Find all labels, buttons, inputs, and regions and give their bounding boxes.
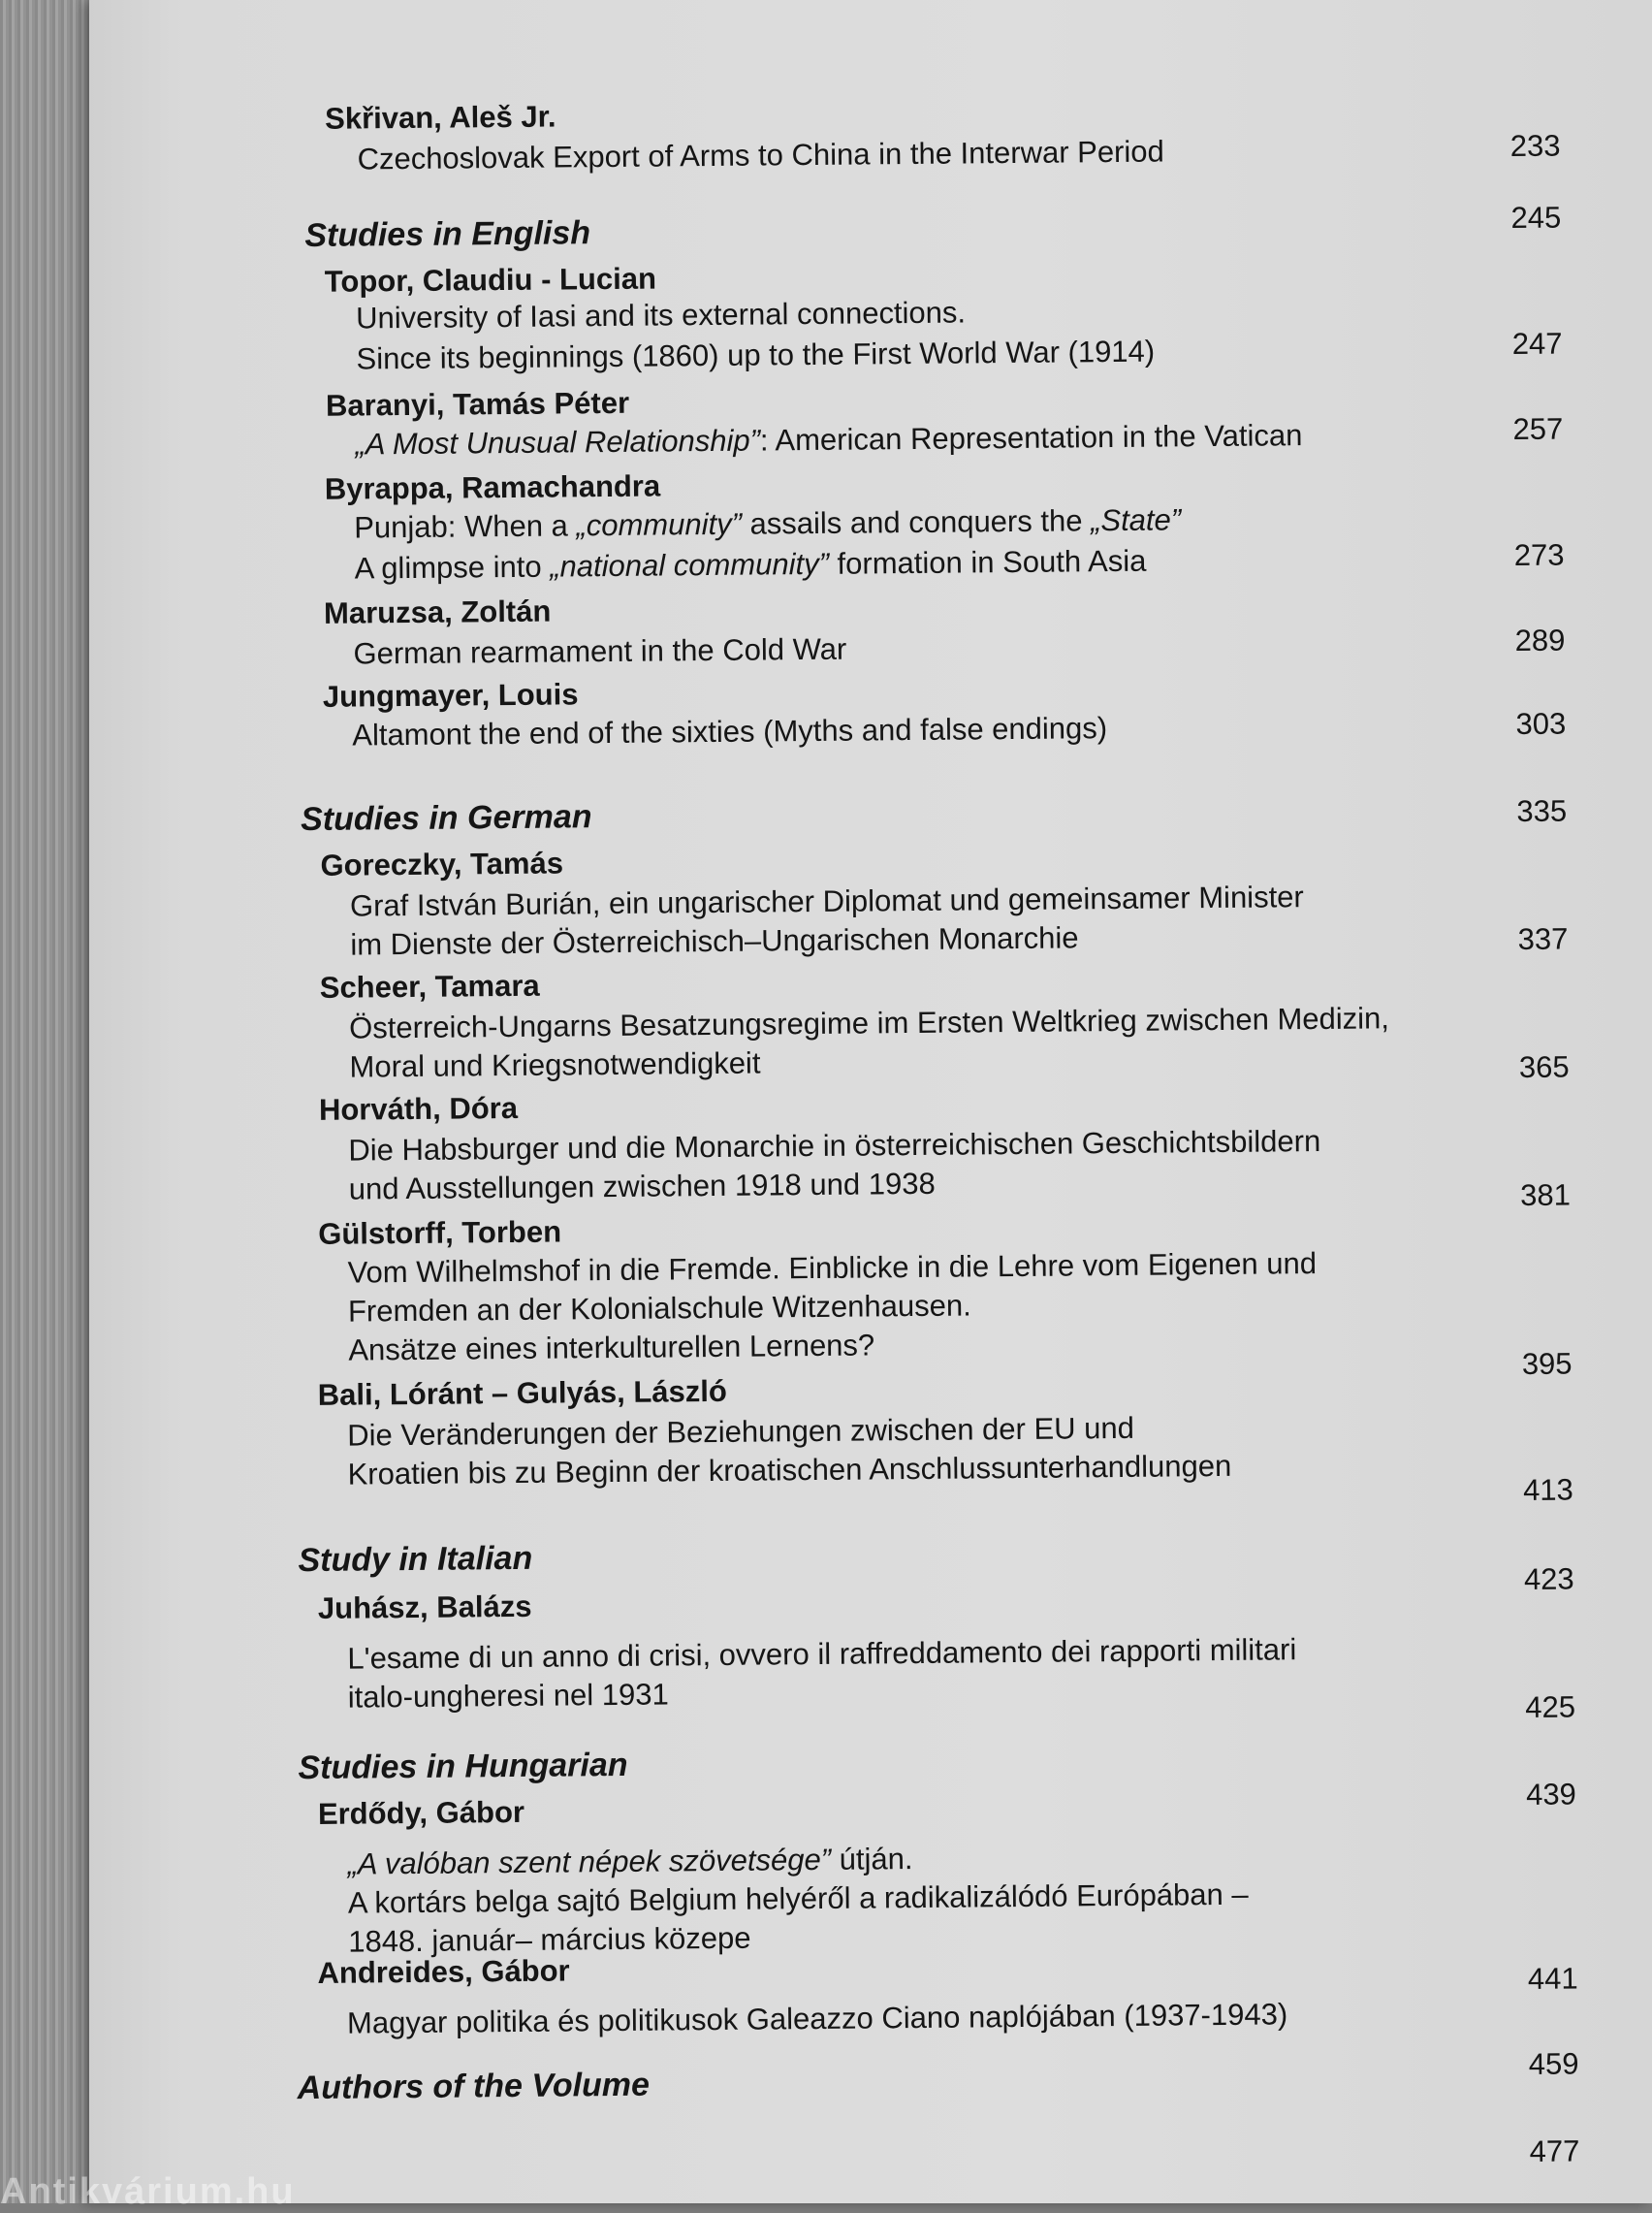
toc-page-number: 423 — [1523, 1561, 1574, 1596]
toc-page-number: 233 — [1509, 128, 1561, 164]
toc-author: Maruzsa, Zoltán — [323, 593, 552, 630]
section-heading: Studies in Hungarian — [298, 1746, 628, 1787]
section-heading: Studies in English — [304, 214, 591, 254]
toc-page-number: 337 — [1517, 921, 1569, 957]
toc-author: Goreczky, Tamás — [320, 846, 564, 882]
toc-author: Gülstorff, Torben — [318, 1214, 562, 1251]
toc-title: Czechoslovak Export of Arms to China in the Interwar Period — [357, 134, 1164, 176]
toc-page-number: 289 — [1514, 623, 1566, 658]
toc-title-italic: „A valóban szent népek szövetsége” — [347, 1842, 832, 1881]
toc-title: Die Veränderungen der Beziehungen zwischen der EU und — [347, 1410, 1135, 1453]
toc-title-italic: „community” — [576, 506, 743, 543]
toc-title: und Ausstellungen zwischen 1918 und 1938 — [348, 1166, 936, 1206]
toc-author: Byrappa, Ramachandra — [324, 468, 661, 506]
toc-page-number: 273 — [1513, 537, 1565, 573]
toc-author: Scheer, Tamara — [319, 968, 540, 1005]
watermark-text: Antikvárium.hu — [0, 2171, 296, 2212]
toc-page-number: 439 — [1525, 1777, 1577, 1812]
toc-title: A kortárs belga sajtó Belgium helyéről a radikalizálódó Európában – — [347, 1876, 1249, 1920]
toc-author: Juhász, Balázs — [317, 1588, 532, 1625]
toc-title — [347, 1842, 912, 1882]
toc-page-number: 335 — [1516, 793, 1568, 829]
toc-page-number: 477 — [1529, 2133, 1580, 2168]
toc-page-number: 247 — [1511, 326, 1563, 362]
toc-title: italo-ungheresi nel 1931 — [347, 1677, 669, 1715]
toc-author: Horváth, Dóra — [318, 1090, 519, 1127]
toc-title-pre: Punjab: When a — [354, 508, 577, 545]
toc-author: Andreides, Gábor — [317, 1953, 570, 1990]
toc-title: im Dienste der Österreichisch–Ungarischen Monarchie — [350, 920, 1079, 962]
toc-title — [354, 544, 1146, 587]
toc-title-italic: „A Most Unusual Relationship” — [355, 423, 761, 462]
section-heading: Authors of the Volume — [297, 2066, 651, 2107]
toc-title-pre: A glimpse into — [354, 549, 551, 586]
toc-title: Graf István Burián, ein ungarischer Diplomat und gemeinsamer Minister — [349, 880, 1304, 923]
toc-title: Ansätze eines interkulturellen Lernens? — [348, 1328, 875, 1367]
toc-author: Topor, Claudiu - Lucian — [324, 261, 657, 299]
toc-title: Die Habsburger und die Monarchie in österreichischen Geschichtsbildern — [348, 1123, 1321, 1168]
toc-page-number: 413 — [1522, 1472, 1573, 1507]
toc-title-italic: „national community” — [550, 546, 830, 584]
toc-title-rest: : American Representation in the Vatican — [759, 418, 1303, 458]
toc-title: Fremden an der Kolonialschule Witzenhausen. — [347, 1288, 971, 1329]
toc-title — [355, 418, 1302, 462]
toc-author: Jungmayer, Louis — [322, 677, 579, 714]
toc-title: Magyar politika és politikusok Galeazzo Ciano naplójában (1937-1943) — [346, 1997, 1288, 2040]
toc-page-number: 303 — [1515, 706, 1567, 742]
toc-author: Erdődy, Gábor — [317, 1794, 525, 1831]
toc-title: L'esame di un anno di crisi, ovvero il raffreddamento dei rapporti militari — [347, 1632, 1297, 1676]
toc-page-number: 381 — [1520, 1177, 1572, 1213]
toc-page-number: 441 — [1527, 1961, 1578, 1996]
section-heading: Studies in German — [300, 798, 592, 839]
toc-author: Baranyi, Tamás Péter — [325, 385, 630, 423]
toc-title: Kroatien bis zu Beginn der kroatischen Anschlussunterhandlungen — [347, 1448, 1232, 1491]
toc-title-mid: formation in South Asia — [828, 543, 1147, 581]
toc-title-italic: „State” — [1090, 502, 1182, 538]
toc-title: Altamont the end of the sixties (Myths and false endings) — [352, 711, 1108, 753]
toc-page-number: 425 — [1525, 1689, 1576, 1724]
toc-title: German rearmament in the Cold War — [353, 631, 847, 671]
toc-title: Since its beginnings (1860) up to the First World War (1914) — [356, 334, 1156, 376]
toc-page-number: 395 — [1521, 1346, 1573, 1381]
toc-title: University of Iasi and its external connections. — [355, 295, 967, 336]
toc-author: Skřivan, Aleš Jr. — [325, 99, 556, 136]
toc-author: Bali, Lóránt – Gulyás, László — [317, 1373, 728, 1412]
toc-title: Vom Wilhelmshof in die Fremde. Einblicke in die Lehre vom Eigenen und — [347, 1246, 1318, 1290]
toc-title: Österreich-Ungarns Besatzungsregime im Ersten Weltkrieg zwischen Medizin, — [349, 1001, 1390, 1045]
toc-page-number: 245 — [1510, 200, 1562, 236]
toc-title: Moral und Kriegsnotwendigkeit — [349, 1045, 761, 1084]
toc-page-number: 257 — [1512, 411, 1564, 447]
toc-title: 1848. január– március közepe — [348, 1920, 751, 1959]
section-heading: Study in Italian — [298, 1539, 533, 1580]
toc-page-number: 459 — [1528, 2046, 1579, 2081]
toc-title — [354, 502, 1181, 545]
toc-page-number: 365 — [1518, 1049, 1570, 1085]
toc-title-rest: útján. — [830, 1842, 913, 1876]
toc-title-mid: assails and conquers the — [741, 503, 1092, 541]
